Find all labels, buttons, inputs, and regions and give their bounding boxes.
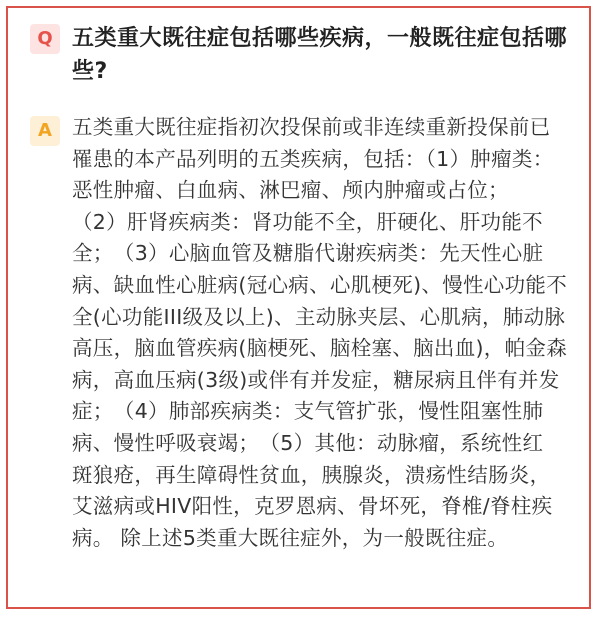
answer-line: 病，高血压病(3级)或伴有并发症，糖尿病且伴有并发 [72, 367, 560, 392]
answer-line: 斑狼疮，再生障碍性贫血，胰腺炎，溃疡性结肠炎， [72, 462, 551, 487]
answer-line: （2）肝肾疾病类：肾功能不全，肝硬化、肝功能不 [72, 209, 543, 234]
answer-line: 艾滋病或HIV阳性，克罗恩病、骨坏死，脊椎/脊柱疾 [72, 494, 553, 519]
answer-line: 症； （4）肺部疾病类：支气管扩张，慢性阻塞性肺 [72, 399, 544, 424]
answer-line: 病。 除上述5类重大既往症外，为一般既往症。 [72, 525, 509, 550]
answer-line: 病、慢性呼吸衰竭； （5）其他：动脉瘤，系统性红 [72, 430, 544, 455]
question-line: 五类重大既往症包括哪些疾病，一般既往症包括哪 [72, 26, 568, 51]
question-line: 些? [72, 59, 108, 84]
answer-line: 罹患的本产品列明的五类疾病，包括：（1）肿瘤类： [72, 146, 554, 171]
answer-text [72, 112, 584, 554]
answer-line: 五类重大既往症指初次投保前或非连续重新投保前已 [72, 115, 551, 139]
answer-line: 全(心功能III级及以上)、主动脉夹层、心肌病，肺动脉 [72, 304, 566, 329]
qa-card [6, 6, 591, 609]
answer-line: 恶性肿瘤、白血病、淋巴瘤、颅内肿瘤或占位； [72, 178, 509, 203]
answer-line: 病、缺血性心脏病(冠心病、心肌梗死)、慢性心功能不 [72, 272, 567, 297]
question-text [72, 22, 584, 88]
question-badge: Q [30, 24, 60, 54]
answer-line: 全； （3）心脑血管及糖脂代谢疾病类：先天性心脏 [72, 241, 544, 266]
answer-badge: A [30, 116, 60, 146]
answer-line: 高压，脑血管疾病(脑梗死、脑栓塞、脑出血)，帕金森 [72, 336, 567, 361]
